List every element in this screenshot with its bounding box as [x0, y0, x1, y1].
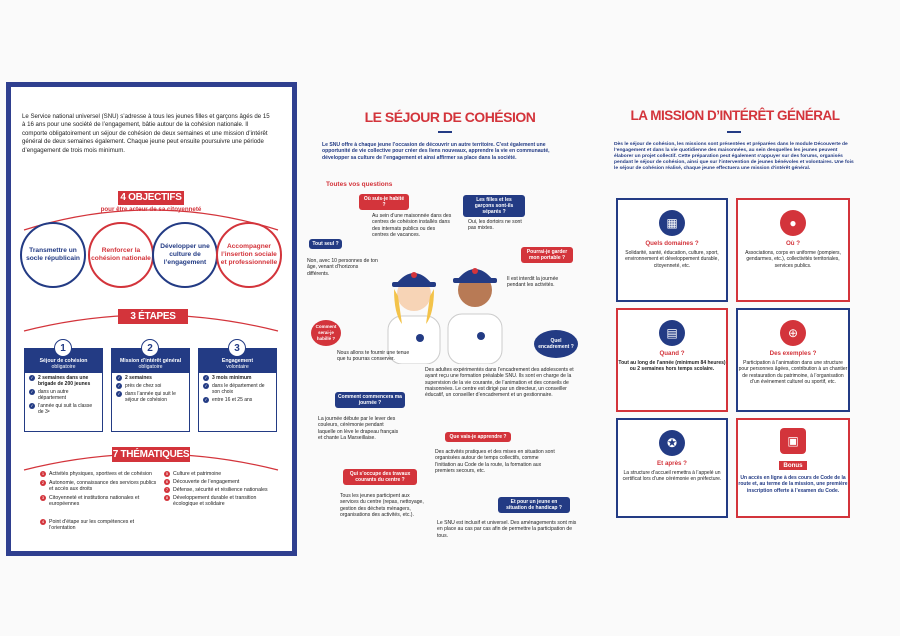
title-underline [438, 131, 452, 133]
answer-habille: Nous allons te fournir une tenue que tu pourras conserver. [337, 350, 410, 363]
building-icon: ▦ [659, 210, 685, 236]
check-icon: ✓ [117, 391, 121, 396]
step-1-bullet: l’année qui suit la classe de 3ᵉ [38, 403, 93, 415]
theme-number: 8 [165, 495, 169, 500]
card-title: Où ? [785, 240, 801, 247]
check-icon: ✓ [117, 375, 121, 380]
card-title: Et après ? [657, 460, 687, 467]
step-3-bullet: dans le département de son choix [212, 383, 265, 395]
step-2-bullet: 2 semaines [125, 375, 152, 381]
step-card-1 [24, 348, 103, 432]
answer-portable: Il est interdit la journée pendant les activités. [507, 276, 559, 289]
step-2-head: Mission d’intérêt général [119, 358, 182, 364]
plus-icon: ⊕ [780, 320, 806, 346]
step-number-3: 3 [228, 339, 246, 357]
answer-seul: Non, avec 10 personnes de ton âge, venant d’horizons différents. [307, 258, 378, 277]
step-3-head: Engagement [221, 358, 254, 364]
card-title: Des exemples ? [769, 350, 817, 357]
step-1-head: Séjour de cohésion [39, 358, 88, 364]
theme-number: 1 [41, 471, 45, 476]
card-title: Quand ? [659, 350, 685, 357]
check-icon: ✓ [204, 383, 208, 388]
step-3-bullet: entre 16 et 25 ans [212, 397, 253, 403]
location-pin-icon: ● [780, 210, 806, 236]
objectives-subtitle: pour être acteur de sa citoyenneté [100, 206, 202, 213]
badge-icon: ✪ [659, 430, 685, 456]
question-separes: Les filles et les garçons sont-ils séparés ? [463, 195, 525, 217]
step-number-1: 1 [54, 339, 72, 357]
theme-item: Citoyenneté et institutions nationales et européennes [49, 495, 140, 507]
snu-intro: Le Service national universel (SNU) s’adresse à tous les jeunes filles et garçons âgés de 15 à 16 ans pour une société de l’engagement, bâtie autour de la cohésion nationale. Il comporte obligatoirement un séjour de cohésion de deux semaines et une mission d’intérêt général de deux semaines également. Chaque jeune peut ensuite poursuivre une période d’engagement de trois mois minimum. [22, 113, 270, 154]
question-portable: Pourrai-je garder mon portable ? [521, 247, 573, 263]
theme-item: Défense, sécurité et résilience nationales [173, 487, 268, 493]
step-1-bullet: 2 semaines dans une brigade de 200 jeunes [38, 375, 91, 387]
sejour-intro: Le SNU offre à chaque jeune l’occasion de découvrir un autre territoire. C’est également une opportunité de vie collective pour créer des liens nouveaux, apprendre la vie en communauté, développer sa culture de l’engagement et ainsi affirmer sa place dans la société. [322, 142, 550, 161]
objective-3: Développer une culture de l’engagement [152, 222, 218, 288]
card-text: La structure d’accueil remettra à l’appelé un certificat lors d’une cérémonie en préfecture. [622, 470, 722, 483]
answer-travaux: Tous les jeunes participent aux services du centre (repas, nettoyage, gestion des déchets ménagers, organisations des activités, etc.). [340, 493, 424, 518]
theme-number: 2 [41, 480, 45, 485]
card-text: Participation à l’animation dans une structure pour personnes âgées, contribution à un chantier de restauration du patrimoine, à l’organisation d’un événement culturel ou sportif, etc. [738, 360, 848, 385]
step-card-3 [198, 348, 277, 432]
question-apprendre: Que vais-je apprendre ? [445, 432, 511, 442]
step-3-bullet: 3 mois minimum [212, 375, 252, 381]
step-3-sub: volontaire [226, 364, 249, 370]
answer-handicap: Le SNU est inclusif et universel. Des aménagements sont mis en place au cas par cas afin de permettre la participation de tous. [437, 520, 577, 539]
themes-col-2 [164, 471, 276, 507]
themes-banner: 7 THÉMATIQUES [112, 449, 190, 460]
gift-icon: ▣ [780, 428, 806, 454]
card-text: Tout au long de l’année (minimum 84 heures) ou 2 semaines hors temps scolaire. [618, 360, 726, 373]
check-icon: ✓ [30, 375, 34, 380]
volunteers-illustration [380, 254, 510, 364]
step-number-2: 2 [141, 339, 159, 357]
answer-encadrement: Des adultes expérimentés dans l’encadrement des adolescents et ayant reçu une formation préalable SNU. Ils sont en charge de la supervision de la vie courante, de l’animation et des conseils de maisonnées. Le centre est dirigé par un directeur, un conseiller éducatif, un conseiller d’encadrement et un gestionnaire. [425, 367, 574, 399]
question-journee: Comment commencera ma journée ? [335, 392, 405, 408]
card-title: Bonus [779, 461, 806, 470]
theme-item: Découverte de l’engagement [173, 479, 240, 485]
objective-4: Accompagner l’insertion sociale et professionnelle [216, 222, 282, 288]
theme-number: 4 [41, 519, 45, 524]
question-handicap: Et pour un jeune en situation de handicap ? [498, 497, 570, 513]
card-quand [616, 308, 728, 412]
question-habite: Où suis-je habité ? [359, 194, 409, 210]
step-1-bullet: dans un autre département [38, 389, 69, 401]
card-bonus [736, 418, 850, 518]
calendar-icon: ▤ [659, 320, 685, 346]
check-icon: ✓ [30, 389, 34, 394]
question-habille: Comment serai-je habillé ? [311, 320, 341, 346]
theme-number: 7 [165, 487, 169, 492]
check-icon: ✓ [204, 397, 208, 402]
theme-number: 5 [165, 471, 169, 476]
mission-intro: Dès le séjour de cohésion, les missions sont présentées et préparées dans le module Découverte de l’engagement et dans la vie quotidienne des maisonnées, au sein desquelles les jeunes peuvent élaborer un projet collectif. Cette préparation peut également s’appuyer sur des forums, organisés pendant le séjour de cohésion, ainsi que sur l’intervention de jeunes bénévoles et volontaires. Une fois le séjour de cohésion réalisé, chaque jeune effectuera une mission d’intérêt général. [614, 142, 854, 171]
card-apres [616, 418, 728, 518]
theme-item: Autonomie, connaissance des services publics et accès aux droits [49, 480, 157, 492]
card-title: Quels domaines ? [645, 240, 699, 247]
card-text: Un accès en ligne à des cours de Code de la route et, au terme de la mission, une première inscription offerte à l’examen du Code. [738, 475, 848, 494]
answer-habite: Au sein d’une maisonnée dans des centres de cohésion installés dans des internats publics ou des centres de vacances. [372, 213, 452, 238]
sejour-title: LE SÉJOUR DE COHÉSION [364, 109, 536, 125]
check-icon: ✓ [30, 403, 34, 408]
objective-2: Renforcer la cohésion nationale [88, 222, 154, 288]
answer-separes: Oui, les dortoirs ne sont pas mixtes. [468, 219, 522, 232]
card-text: Associations, corps en uniforme (pompiers, gendarmes, etc.), collectivités territoriales, services publics. [745, 250, 841, 269]
card-ou [736, 198, 850, 302]
check-icon: ✓ [117, 383, 121, 388]
objectives-banner: 4 OBJECTIFS [118, 191, 184, 205]
theme-item: Point d’étape sur les compétences et l’orientation [49, 519, 135, 531]
step-2-sub: obligatoire [138, 364, 163, 370]
mission-title: LA MISSION D’INTÉRÊT GÉNÉRAL [630, 108, 840, 123]
questions-title: Toutes vos questions [326, 181, 393, 188]
question-travaux: Qui s’occupe des travaux courants du centre ? [343, 469, 417, 485]
step-2-bullet: près de chez soi [125, 383, 162, 389]
objective-1: Transmettre un socle républicain [20, 222, 86, 288]
step-card-2 [111, 348, 190, 432]
question-seul: Tout seul ? [309, 239, 342, 249]
title-underline [727, 131, 741, 133]
card-text: Solidarité, santé, éducation, culture, sport, environnement et développement durable, citoyenneté, etc. [625, 250, 719, 269]
themes-col-1 [40, 471, 158, 531]
answer-journee: La journée débute par le lever des couleurs, cérémonie pendant laquelle on lève le drapeau français et chante La Marseillaise. [318, 416, 399, 441]
question-encadrement: Quel encadrement ? [534, 330, 578, 358]
theme-number: 3 [41, 495, 45, 500]
theme-item: Développement durable et transition écologique et solidaire [173, 495, 257, 507]
theme-item: Culture et patrimoine [173, 471, 222, 477]
steps-banner: 3 ÉTAPES CLÉS [118, 309, 188, 324]
step-2-bullet: dans l’année qui suit le séjour de cohésion [125, 391, 176, 403]
check-icon: ✓ [204, 375, 208, 380]
theme-number: 6 [165, 479, 169, 484]
card-domaines [616, 198, 728, 302]
step-1-sub: obligatoire [51, 364, 76, 370]
theme-item: Activités physiques, sportives et de cohésion [49, 471, 152, 477]
card-exemples [736, 308, 850, 412]
answer-apprendre: Des activités pratiques et des mises en situation sont organisées autour de temps collectifs, comme l’initiation au Code de la route, la formation aux premiers secours, etc. [435, 449, 555, 474]
